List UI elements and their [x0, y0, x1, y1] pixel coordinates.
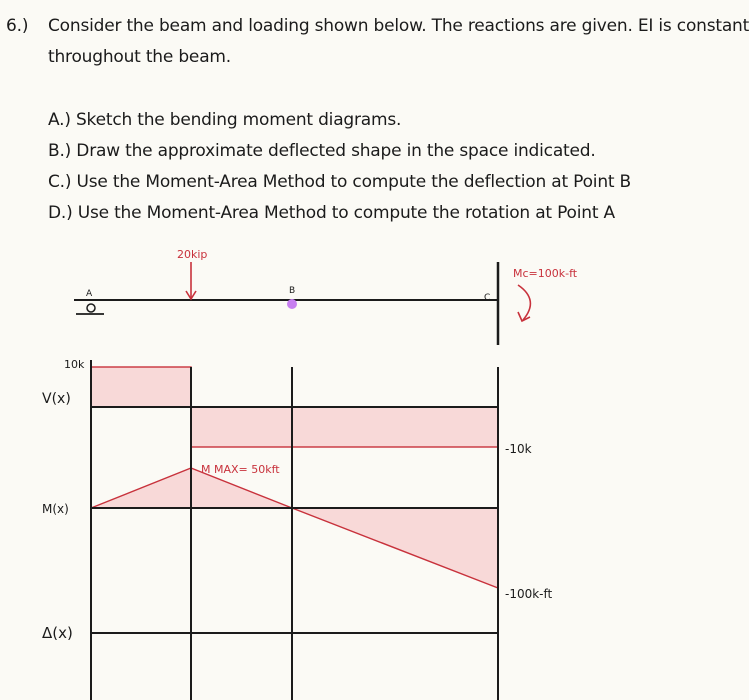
pin-support [87, 304, 95, 312]
moment-max-label: M MAX= 50kft [201, 463, 280, 476]
deflection-label: Δ(x) [42, 624, 73, 642]
task-c: C.) Use the Moment-Area Method to compute the deflection at Point B [48, 172, 632, 192]
load-label: 20kip [177, 248, 208, 261]
shear-region-negative [191, 407, 498, 447]
task-d: D.) Use the Moment-Area Method to compute the rotation at Point A [48, 203, 615, 223]
task-a: A.) Sketch the bending moment diagrams. [48, 110, 402, 130]
point-b-label: B [289, 286, 296, 296]
moment-label: M(x) [42, 502, 69, 516]
problem-number: 6.) [6, 16, 29, 36]
problem-statement-line2: throughout the beam. [48, 47, 231, 67]
moment-region-negative [292, 508, 498, 588]
problem-statement-line1: Consider the beam and loading shown below. The reactions are given. EI is constant [48, 16, 749, 36]
point-b-marker [287, 299, 297, 309]
moment-min-label: -100k-ft [505, 587, 553, 601]
shear-region-positive [91, 367, 191, 407]
shear-label: V(x) [42, 391, 71, 407]
point-a-label: A [86, 289, 93, 299]
shear-top-value: 10k [64, 358, 85, 371]
moment-reaction-label: Mc=100k-ft [513, 267, 578, 280]
task-b: B.) Draw the approximate deflected shape in the space indicated. [48, 141, 596, 161]
shear-bottom-value: -10k [505, 442, 532, 456]
point-c-label: C [484, 293, 491, 303]
